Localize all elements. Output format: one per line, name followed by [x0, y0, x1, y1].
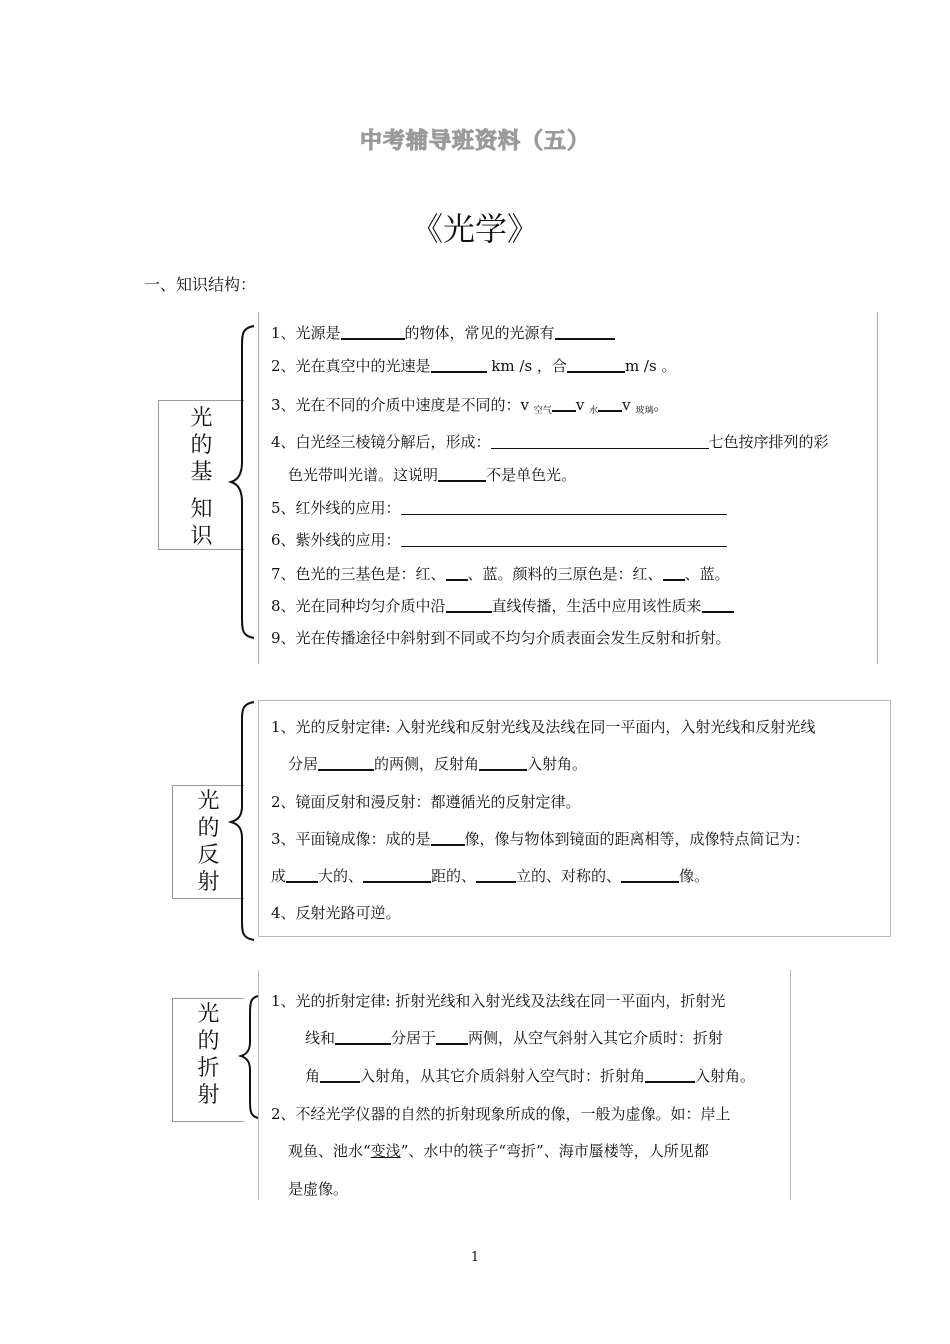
basics-item-9: 9、光在传播途径中斜射到不同或不均匀介质表面会发生反射和折射。: [271, 629, 731, 647]
basics-item-5: 5、红外线的应用：: [271, 497, 727, 518]
reflection-item-3b: 成 大的、 距的、 立的、对称的、 像。: [271, 867, 710, 885]
reflection-brace: [228, 698, 258, 943]
document-title: 《光学》: [410, 210, 539, 248]
basics-item-1: 1、光源是 的物体，常见的光源有: [271, 322, 615, 343]
reflection-item-1b: 分居 的两侧，反射角 入射角。: [288, 755, 588, 773]
basics-item-6: 6、紫外线的应用：: [271, 529, 727, 550]
refraction-item-2c: 是虚像。: [288, 1180, 349, 1198]
basics-item-4: 4、白光经三棱镜分解后，形成： 七色按序排列的彩: [271, 433, 829, 451]
reflection-item-4: 4、反射光路可逆。: [271, 904, 401, 922]
basics-label: 光 的 基 知 识: [158, 400, 244, 550]
refraction-item-1c: 角 入射角，从其它介质斜射入空气时：折射角 入射角。: [305, 1067, 756, 1085]
reflection-item-3: 3、平面镜成像：成的是 像，像与物体到镜面的距离相等，成像特点简记为：: [271, 830, 810, 848]
reflection-label: 光 的 反 射: [172, 785, 244, 899]
refraction-item-2b: 观鱼、池水“变浅”、水中的筷子“弯折”、海市蜃楼等，人所见都: [288, 1142, 709, 1160]
basics-item-3: 3、光在不同的介质中速度是不同的：v $_{空气}$ v $_水$ v $_{玻璃}$。: [271, 396, 669, 416]
refraction-item-1: 1、光的折射定律: 折射光线和入射光线及法线在同一平面内，折射光: [271, 992, 726, 1010]
refraction-label: 光 的 折 射: [172, 998, 244, 1122]
reflection-item-1: 1、光的反射定律: 入射光线和反射光线及法线在同一平面内，入射光线和反射光线: [271, 718, 816, 736]
page-number: 1: [470, 1250, 480, 1265]
refraction-item-1b: 线和 分居于 两侧，从空气斜射入其它介质时：折射: [305, 1029, 724, 1047]
basics-item-7: 7、色光的三基色是：红、 、蓝。颜料的三原色是：红、 、蓝。: [271, 565, 730, 583]
refraction-item-2: 2、不经光学仪器的自然的折射现象所成的像，一般为虚像。如：岸上: [271, 1105, 731, 1123]
reflection-item-2: 2、镜面反射和漫反射：都遵循光的反射定律。: [271, 793, 581, 811]
header-title: 中考辅导班资料（五）: [359, 129, 590, 154]
section-heading: 一、知识结构：: [144, 275, 257, 294]
basics-item-2: 2、光在真空中的光速是 km /s ，合 m /s 。: [271, 357, 677, 375]
basics-item-8: 8、光在同种均匀介质中沿 直线传播，生活中应用该性质来: [271, 595, 734, 616]
basics-brace: [228, 322, 258, 642]
basics-item-4b: 色光带叫光谱。这说明 不是单色光。: [288, 466, 577, 484]
